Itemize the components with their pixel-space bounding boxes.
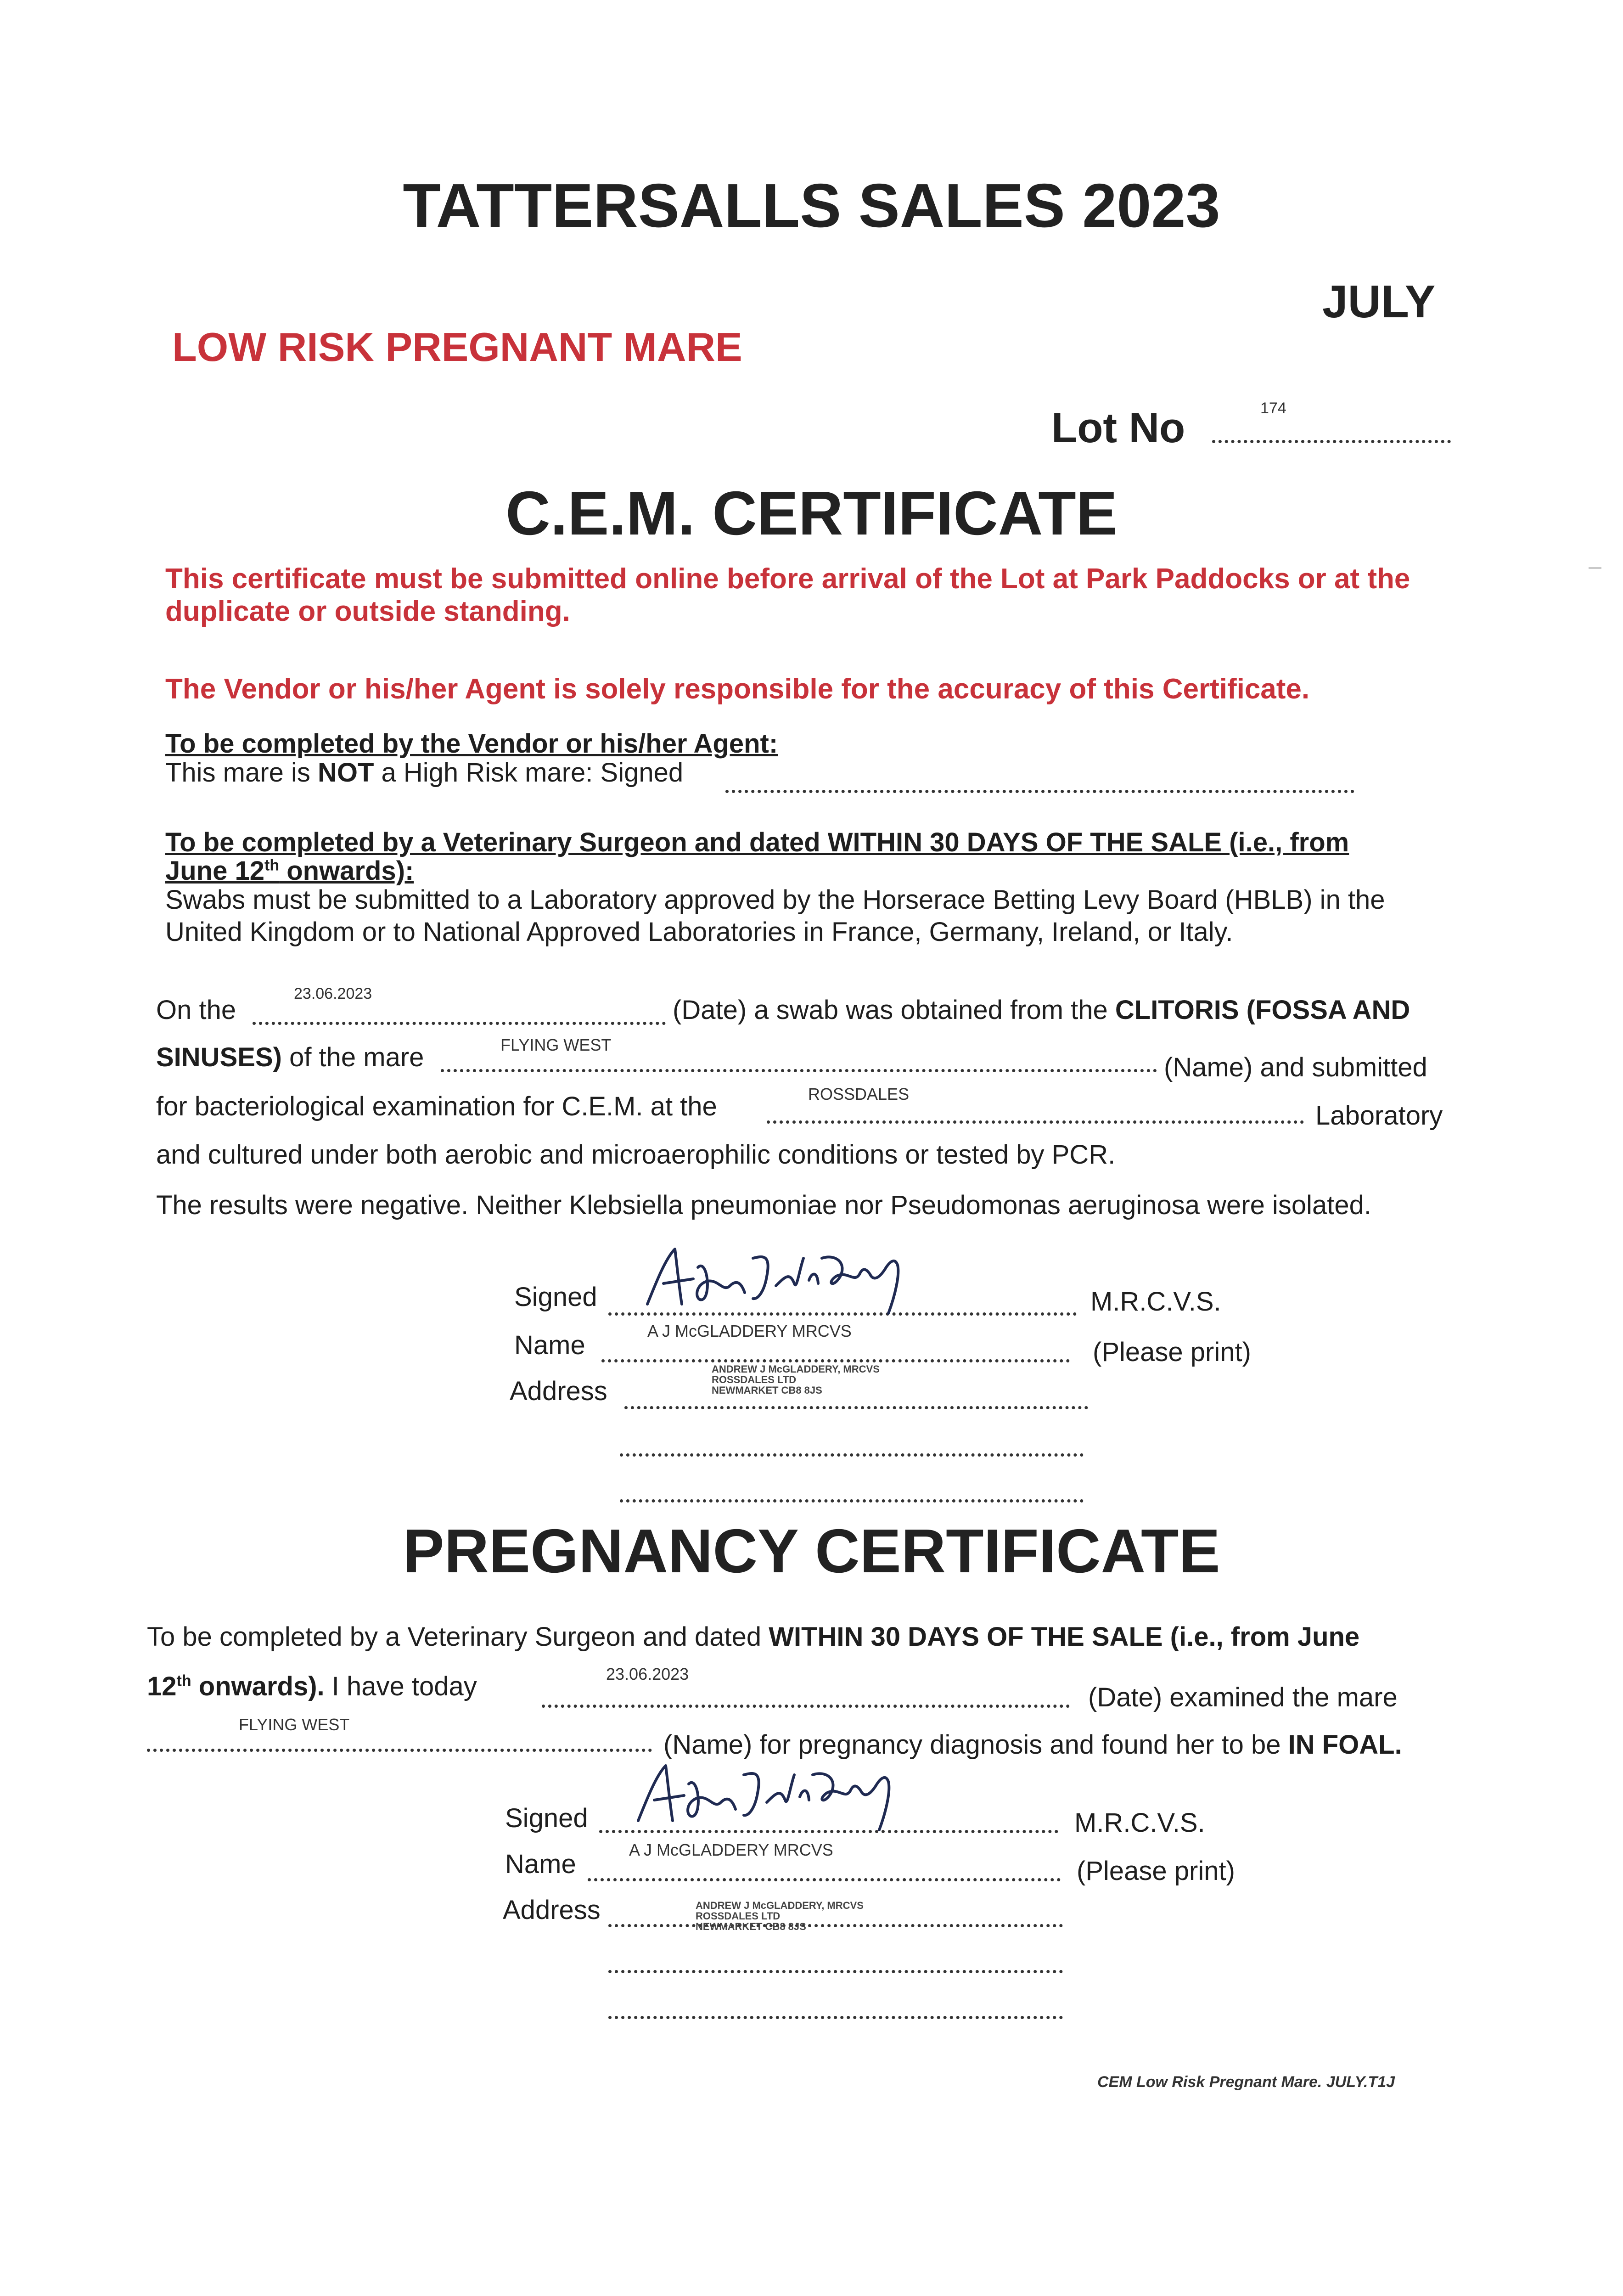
cem-mrcvs-label: M.R.C.V.S. bbox=[1090, 1287, 1221, 1317]
preg-name-label: Name bbox=[505, 1849, 576, 1879]
preg-line3-a: (Name) for pregnancy diagnosis and found her to be bbox=[663, 1730, 1288, 1760]
cem-lab-dots bbox=[767, 1120, 1304, 1124]
lot-number-label: Lot No bbox=[1051, 405, 1185, 451]
scan-mark bbox=[1589, 567, 1601, 569]
preg-date-dots bbox=[542, 1705, 1070, 1708]
cem-address-dots-3 bbox=[620, 1499, 1084, 1503]
cem-line2-text bbox=[156, 1041, 424, 1074]
cem-line2-c: (Name) and submitted bbox=[1164, 1052, 1427, 1082]
form-reference-code: CEM Low Risk Pregnant Mare. JULY.T1J bbox=[1097, 2073, 1395, 2091]
pregnancy-certificate-title: PREGNANCY CERTIFICATE bbox=[403, 1516, 1220, 1586]
preg-line2-today: I have today bbox=[324, 1671, 477, 1701]
sale-month: JULY bbox=[1322, 276, 1436, 327]
preg-address-label: Address bbox=[503, 1895, 601, 1925]
preg-address-stamp bbox=[696, 1900, 864, 1932]
cem-line3-a: for bacteriological examination for C.E.M. at the bbox=[156, 1092, 717, 1121]
vendor-signature-dots bbox=[725, 790, 1354, 793]
cem-address-dots-2 bbox=[620, 1453, 1084, 1457]
cem-mare-name: FLYING WEST bbox=[500, 1035, 612, 1054]
cem-signed-label: Signed bbox=[514, 1282, 597, 1312]
cem-swab-date: 23.06.2023 bbox=[294, 985, 372, 1002]
cem-line1-b: (Date) a swab was obtained from the bbox=[673, 995, 1115, 1025]
preg-line2 bbox=[147, 1671, 477, 1703]
preg-line2-12: 12 bbox=[147, 1671, 177, 1701]
risk-category-label: LOW RISK PREGNANT MARE bbox=[172, 324, 742, 370]
cem-line1-c: CLITORIS (FOSSA AND bbox=[1115, 995, 1410, 1025]
cem-laboratory-name: ROSSDALES bbox=[808, 1085, 910, 1103]
cem-address-dots-1 bbox=[624, 1406, 1088, 1409]
cem-line2-a: SINUSES) bbox=[156, 1042, 282, 1072]
preg-address-dots-3 bbox=[608, 2016, 1063, 2019]
cem-on-the: On the bbox=[156, 995, 236, 1025]
document-title: TATTERSALLS SALES 2023 bbox=[403, 171, 1220, 240]
preg-line1-a: To be completed by a Veterinary Surgeon and dated bbox=[147, 1622, 769, 1652]
lot-number-dots bbox=[1212, 440, 1451, 443]
cem-culture-method: and cultured under both aerobic and microaerophilic conditions or tested by PCR. bbox=[156, 1140, 1116, 1170]
preg-signed-label: Signed bbox=[505, 1803, 588, 1833]
preg-stamp-line-3: NEWMARKET CB8 8JS bbox=[696, 1921, 806, 1933]
cem-results: The results were negative. Neither Klebsiella pneumoniae nor Pseudomonas aeruginosa were isolated. bbox=[156, 1190, 1371, 1220]
preg-mrcvs-label: M.R.C.V.S. bbox=[1074, 1808, 1205, 1838]
preg-stamp-line-2: ROSSDALES LTD bbox=[696, 1910, 781, 1922]
preg-vet-signature bbox=[629, 1756, 904, 1835]
cem-name-label: Name bbox=[514, 1330, 585, 1360]
preg-stamp-line-1: ANDREW J McGLADDERY, MRCVS bbox=[696, 1900, 864, 1911]
vet-heading-sup: th bbox=[264, 856, 280, 874]
cem-submission-notice: This certificate must be submitted online before arrival of the Lot at Park Paddocks or at the duplicate or outside standing. bbox=[165, 563, 1410, 628]
cem-line1-text bbox=[673, 994, 1410, 1026]
preg-vet-name: A J McGLADDERY MRCVS bbox=[629, 1840, 833, 1859]
cem-line2-b: of the mare bbox=[281, 1042, 424, 1072]
preg-mare-name: FLYING WEST bbox=[239, 1715, 350, 1734]
cem-stamp-line-2: ROSSDALES LTD bbox=[712, 1374, 797, 1386]
preg-line3-b: IN FOAL. bbox=[1288, 1730, 1402, 1760]
cem-date-dots bbox=[253, 1022, 666, 1025]
swab-laboratory-note: Swabs must be submitted to a Laboratory approved by the Horserace Betting Levy Board (HBLB) in the United Kingdom or to National Approved Laboratories in France, Germany, Ireland, or Italy. bbox=[165, 885, 1385, 947]
preg-address-dots-2 bbox=[608, 1970, 1063, 1973]
cem-please-print: (Please print) bbox=[1093, 1337, 1251, 1367]
preg-name-dots bbox=[588, 1878, 1061, 1881]
preg-exam-date: 23.06.2023 bbox=[606, 1665, 689, 1683]
preg-line2-onwards: onwards). bbox=[191, 1671, 325, 1701]
vendor-section-heading: To be completed by the Vendor or his/her Agent: bbox=[165, 729, 778, 759]
vet-heading-onwards: onwards): bbox=[279, 856, 414, 886]
cem-vet-signature bbox=[638, 1240, 914, 1318]
cem-address-stamp bbox=[712, 1364, 880, 1396]
vet-section-heading: To be completed by a Veterinary Surgeon and dated WITHIN 30 DAYS OF THE SALE (i.e., from bbox=[165, 827, 1349, 857]
vendor-declaration-not: NOT bbox=[317, 758, 374, 788]
vendor-declaration-a: This mare is bbox=[165, 758, 318, 788]
preg-line1-b: WITHIN 30 DAYS OF THE SALE (i.e., from June bbox=[769, 1622, 1360, 1652]
vet-heading-june: June 12 bbox=[165, 856, 264, 886]
preg-mare-dots bbox=[147, 1749, 652, 1752]
preg-please-print: (Please print) bbox=[1077, 1856, 1235, 1886]
cem-mare-dots bbox=[441, 1069, 1157, 1072]
vet-section-heading-2 bbox=[165, 855, 414, 887]
preg-line2-d: (Date) examined the mare bbox=[1088, 1683, 1398, 1712]
vendor-declaration bbox=[165, 757, 683, 789]
cem-stamp-line-3: NEWMARKET CB8 8JS bbox=[712, 1384, 822, 1396]
cem-responsibility-notice: The Vendor or his/her Agent is solely responsible for the accuracy of this Certificate. bbox=[165, 673, 1310, 705]
preg-line2-sup: th bbox=[176, 1672, 191, 1690]
vendor-declaration-c: a High Risk mare: Signed bbox=[374, 758, 684, 788]
cem-address-label: Address bbox=[510, 1376, 607, 1406]
cem-name-dots bbox=[601, 1359, 1070, 1362]
lot-number-value: 174 bbox=[1260, 400, 1286, 417]
cem-line3-b: Laboratory bbox=[1315, 1101, 1443, 1131]
cem-vet-name: A J McGLADDERY MRCVS bbox=[647, 1322, 852, 1340]
preg-line1 bbox=[147, 1621, 1359, 1653]
cem-stamp-line-1: ANDREW J McGLADDERY, MRCVS bbox=[712, 1363, 880, 1375]
cem-certificate-title: C.E.M. CERTIFICATE bbox=[505, 478, 1118, 548]
